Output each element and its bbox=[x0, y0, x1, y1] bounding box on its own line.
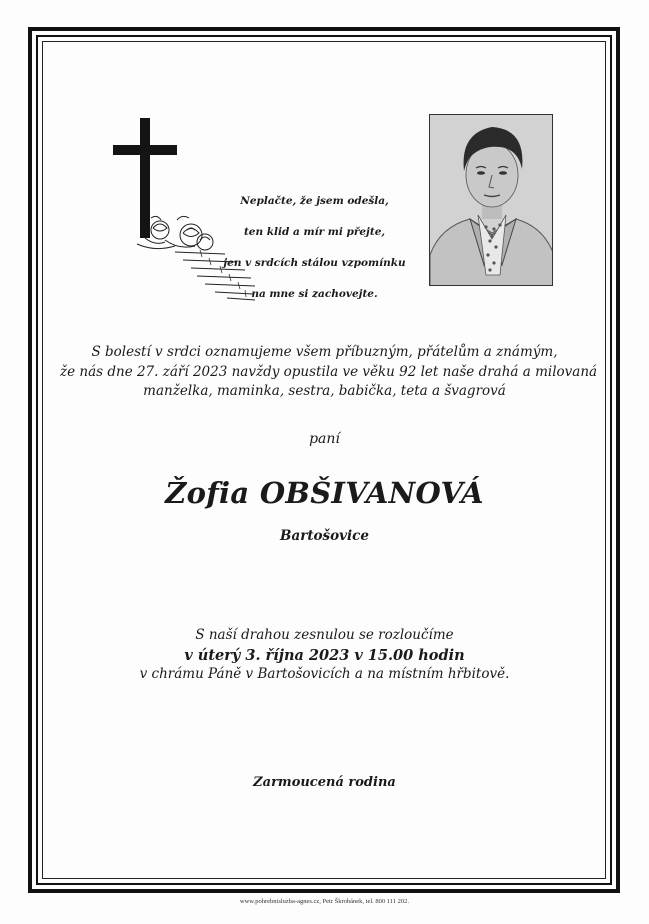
announcement-line: S bolestí v srdci oznamujeme všem příbuzným, přátelům a známým, bbox=[91, 344, 558, 360]
farewell-date-time: v úterý 3. října 2023 v 15.00 hodin bbox=[184, 646, 465, 664]
quote-line: Neplačte, že jsem odešla, bbox=[240, 194, 389, 207]
announcement-text bbox=[60, 343, 598, 402]
deceased-town: Bartošovice bbox=[280, 528, 369, 544]
announcement-line: že nás dne 27. září 2023 navždy opustila ve věku 92 let naše drahá a milovaná bbox=[60, 363, 598, 380]
family-signature: Zarmoucená rodina bbox=[253, 775, 396, 790]
farewell-place: v chrámu Páně v Bartošovicích a na místním hřbitově. bbox=[139, 666, 510, 682]
announcement-line: manželka, maminka, sestra, babička, teta a švagrová bbox=[143, 383, 506, 399]
quote-line: jen v srdcích stálou vzpomínku bbox=[223, 256, 406, 269]
quote-line: na mne si zachovejte. bbox=[251, 287, 378, 300]
honorific: paní bbox=[309, 431, 340, 447]
farewell-details bbox=[60, 626, 589, 685]
portrait-photo bbox=[429, 114, 553, 286]
deceased-name: Žofia OBŠIVANOVÁ bbox=[165, 476, 484, 510]
farewell-intro: S naší drahou zesnulou se rozloučíme bbox=[195, 627, 454, 643]
funeral-service-footer: www.pohrebnisluzba-agnes.cz, Petr Škrobánek, tel. 800 111 202. bbox=[239, 898, 410, 905]
memorial-quote bbox=[222, 178, 407, 318]
quote-line: ten klid a mír mi přejte, bbox=[243, 225, 386, 238]
